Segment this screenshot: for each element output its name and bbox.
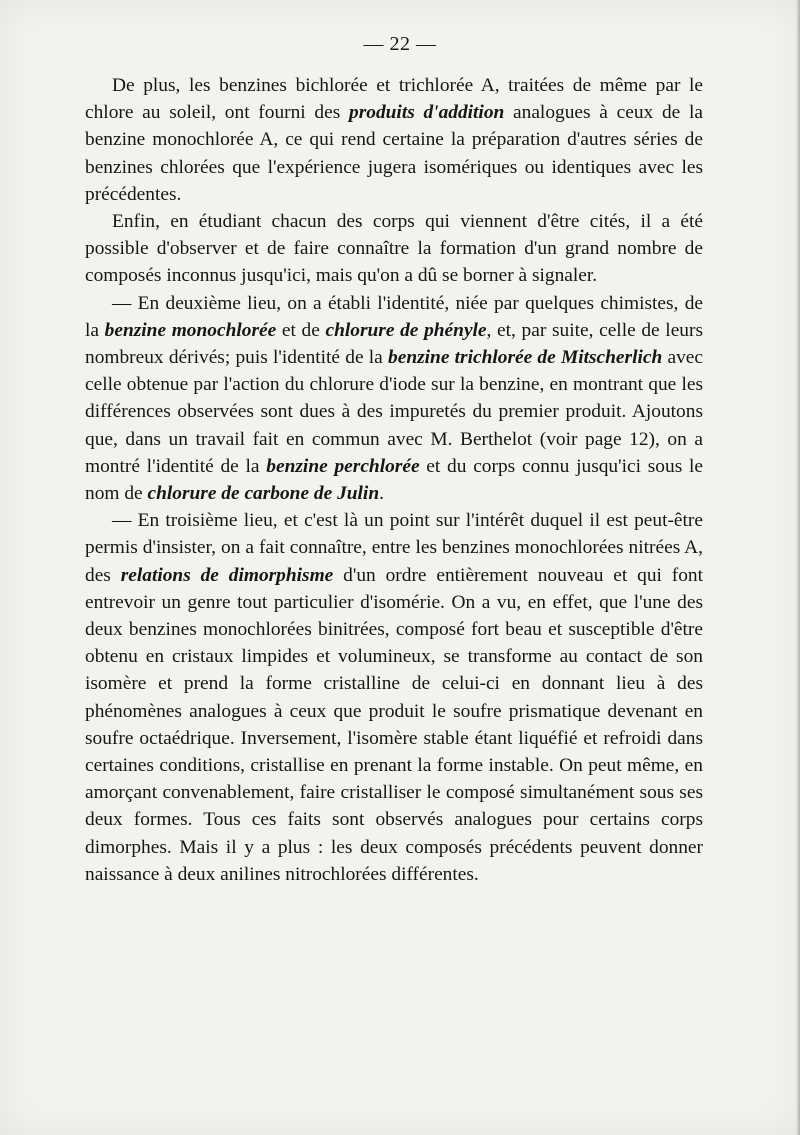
text-run: d'un ordre entièrement nouveau et qui font entrevoir un genre tout particulier d'isomérie. On a vu, en effet, que l'une des deux benzines monochlorées binitrées, composé fort beau et susceptible d'être obtenu en cristaux limpides et volumineux, se transforme au contact de son isomère et prend la forme cristalline de celui-ci en donnant lieu à des phénomènes analogues à ceux que produit le soufre prismatique devenant en soufre octaédrique. Inversement, l'isomère stable étant liquéfié et refroidi dans certaines conditions, cristallise en prenant la forme instable. On peut même, en amorçant convenablement, faire cristalliser le composé simultanément sous ses deux formes. Tous ces faits sont observés analogues pour certains corps dimorphes. Mais il y a plus : les deux composés précédents peuvent donner naissance à deux anilines nitrochlorées différentes. bbox=[85, 564, 704, 885]
paragraph-4 bbox=[85, 507, 703, 888]
italic-term: chlorure de carbone de Julin bbox=[147, 483, 380, 505]
paragraph-1 bbox=[85, 72, 703, 208]
paragraph-3 bbox=[85, 290, 703, 508]
body-text bbox=[85, 72, 703, 888]
text-run: Enfin, en étudiant chacun des corps qui viennent d'être cités, il a été possible d'observer et de faire connaître la formation d'un grand nombre de composés inconnus jusqu'ici, mais qu'on a dû se borner à signaler. bbox=[85, 211, 703, 287]
italic-term: produits d'addition bbox=[349, 102, 505, 124]
paragraph-2 bbox=[85, 208, 703, 290]
text-run: — En troisième lieu, et c'est là un point sur l'intérêt duquel il est peut-être permis d'insister, on a fait connaître, entre les benzines monochlorées nitrées A, des bbox=[85, 510, 703, 586]
text-run: et de bbox=[276, 319, 326, 341]
italic-term: benzine perchlorée bbox=[266, 455, 420, 477]
text-run: , et, par suite, celle de leurs nombreux dérivés; puis l'identité de la bbox=[85, 319, 704, 369]
italic-term: benzine trichlorée de Mitscherlich bbox=[388, 347, 663, 369]
page-edge-shadow bbox=[796, 0, 800, 1135]
text-run: et du corps connu jusqu'ici sous le nom de bbox=[85, 455, 703, 505]
text-run: — En deuxième lieu, on a établi l'identité, niée par quelques chimistes, de la bbox=[85, 292, 703, 341]
text-run: analogues à ceux de la benzine monochlorée A, ce qui rend certaine la préparation d'autres séries de benzines chlorées que l'expérience jugera isomériques ou identiques avec les précédentes. bbox=[85, 102, 703, 205]
italic-term: benzine monochlorée bbox=[104, 319, 277, 341]
italic-term: relations de dimorphisme bbox=[120, 564, 334, 586]
page-number: — 22 — bbox=[363, 33, 437, 55]
text-run: avec celle obtenue par l'action du chlorure d'iode sur la benzine, en montrant que les différences observées sont dues à des impuretés du premier produit. Ajoutons que, dans un travail fait en commun avec M. Berthelot (voir page 12), on a montré l'identité de la bbox=[85, 347, 703, 477]
text-run: . bbox=[379, 483, 384, 505]
text-run: De plus, les benzines bichlorée et trichlorée A, traitées de même par le chlore au soleil, ont fourni des bbox=[85, 75, 703, 124]
italic-term: chlorure de phényle bbox=[325, 319, 487, 341]
